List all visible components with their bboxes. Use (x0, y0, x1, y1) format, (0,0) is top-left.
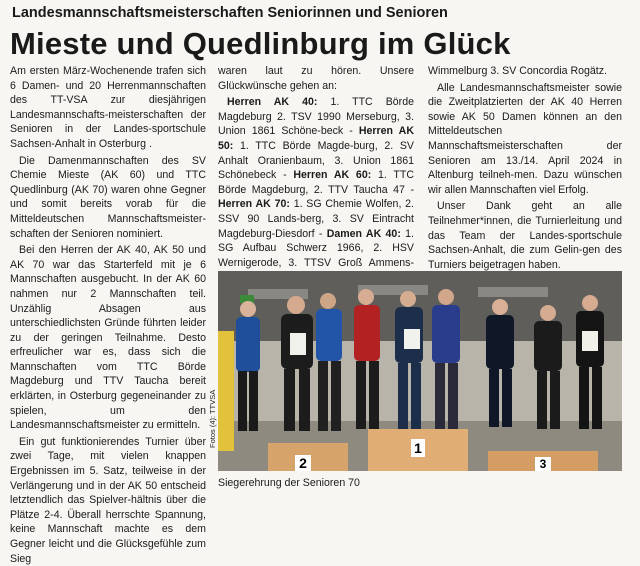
paragraph: Unser Dank geht an alle Teilnehmer*innen, die Turnierleitung und das Team der Landes-sportschule Sachsen-Anhalt, die zum Gelin-gen des Turniers beigetragen haben. (428, 200, 622, 271)
result-label: Herren AK 60: (293, 169, 372, 182)
result-label: Damen AK 40: (326, 227, 401, 240)
result-text: 1. SG Chemie Wolfen, 2. SSV 90 Lands-berg, 3. SV Eintracht Magdeburg-Diesdorf - (218, 198, 414, 240)
photo-caption: Siegerehrung der Senioren 70 (218, 477, 360, 489)
paragraph: waren laut zu hören. Unsere Glückwünsche gehen an: (218, 65, 414, 92)
paragraph: Bei den Herren der AK 40, AK 50 und AK 70 war das Starterfeld mit je 6 Mannschaften ausgebucht. In der AK 60 nahmen nur 2 Mannschaften teil. Unzählig Absagen aus unterschiedlichsten Gründe führten leider zu der geringen Teilnahme. Desto erfreulicher war es, dass sich die Mannschaften vom TTC Börde Magdeburg und TTV Taucha bereit erklärten, in Osterburg gegeneinander zu spielen, um den Landesmannschaftsmeister zu ermitteln. (10, 244, 206, 432)
paragraph: Alle Landesmannschaftsmeister sowie die Zweitplatzierten der AK 40 Herren sowie AK 50 Damen können an den Mitteldeutschen Mannschaftsmeisterschaften der Senioren am 13./14. April 2024 in Altenburg teilneh-men. Dazu wünschen wir allen Mannschaften viel Erfolg. (428, 81, 622, 196)
result-text: 1. TTC Börde Magdeburg, 2. TTV Taucha 47 - (218, 169, 414, 196)
text-column-1 (10, 64, 206, 566)
result-label: Herren AK 40: (227, 96, 318, 109)
article-kicker: Landesmannschaftsmeisterschaften Seniorinnen und Senioren (12, 5, 448, 21)
award-ceremony-photo (218, 271, 622, 471)
result-text: 1. TTC Börde Magde-burg, 2. SV Anhalt Oranienbaum, 3. Union 1861 Schönebeck - (218, 139, 414, 182)
result-label: Herren AK 50: (218, 125, 414, 152)
text-column-3 (428, 64, 622, 289)
result-text: 1. SG Aufbau Schwerz 1966, 2. HSV Wernigerode, 3. TTSV Groß Ammens- (218, 227, 414, 269)
paragraph: Am ersten März-Wochenende trafen sich 6 Damen- und 20 Herrenmannschaften des TT-VSA zur diesjährigen Landesmannschafts-meisterschaften der Senioren in der Landes-sportschule Sachsen-Anhalt in Osterburg . (10, 65, 206, 150)
article-headline: Mieste und Quedlinburg im Glück (10, 26, 511, 61)
results-paragraph (218, 95, 414, 299)
podium-label-3: 3 (535, 457, 551, 471)
result-label: Herren AK 70: (218, 198, 290, 211)
paragraph: Die Damenmannschaften des SV Chemie Mieste (AK 60) und TTC Quedlinburg (AK 70) waren ohne Gegner und somit bereits vorab für die Mitteldeutschen Mannschaftsmeister-schaften der Senioren nominiert. (10, 154, 206, 240)
podium-label-1: 1 (411, 439, 425, 457)
paragraph: Ein gut funktionierendes Turnier über zwei Tage, mit vielen knappen Ergebnissen im 5. Satz, teilweise in der Verlängerung und in der AK 50 entscheid letztendlich das Spielver-hältnis über die Plätze 2-4. Überall herrschte Spannung, keine Mannschaft machte es dem Gegner leicht und die Glücksgefühle zum Sieg (10, 435, 206, 565)
paragraph: Wimmelburg 3. SV Concordia Rogätz. (428, 65, 607, 77)
podium-label-2: 2 (295, 455, 311, 471)
photo-credit: Fotos (4): TTVSA (208, 389, 217, 448)
result-text: 1. TTC Börde Magdeburg 2. TSV 1990 Merseburg, 3. Union 1861 Schöne-beck - (218, 96, 414, 138)
text-column-2 (218, 64, 414, 300)
